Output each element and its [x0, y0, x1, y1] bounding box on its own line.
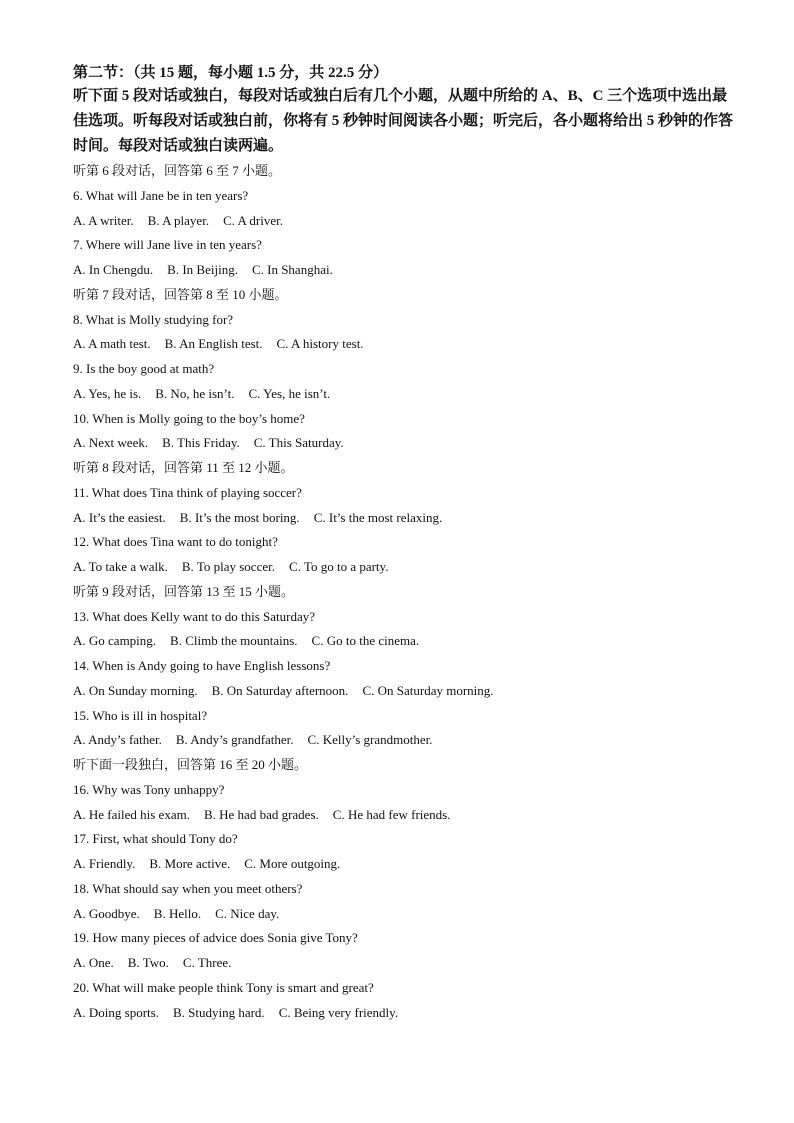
answer-options [73, 951, 733, 976]
answer-option: A. He failed his exam. [73, 806, 190, 822]
answer-option: B. More active. [149, 856, 231, 871]
answer-option: C. Kelly’s grandmother. [307, 732, 433, 748]
question-text: 17. First, what should Tony do? [73, 831, 238, 847]
question-text: 13. What does Kelly want to do this Saturday? [73, 608, 316, 624]
answer-option: A. It’s the easiest. [73, 509, 166, 525]
answer-option: B. On Saturday afternoon. [211, 682, 349, 698]
question-list [73, 159, 733, 1025]
answer-option: A. In Chengdu. [73, 262, 154, 277]
question-text: 7. Where will Jane live in ten years? [73, 237, 262, 253]
question-text: 12. What does Tina want to do tonight? [73, 534, 278, 550]
answer-options [73, 258, 733, 283]
answer-option: C. This Saturday. [253, 435, 344, 451]
answer-option: B. He had bad grades. [203, 806, 319, 822]
answer-option: B. Climb the mountains. [170, 633, 298, 649]
answer-option: B. Hello. [153, 905, 202, 921]
answer-options [73, 902, 733, 927]
question-text: 11. What does Tina think of playing soccer? [73, 484, 302, 500]
question-text: 18. What should say when you meet others? [73, 880, 303, 896]
answer-option: A. A writer. [73, 212, 134, 228]
answer-option: B. Two. [127, 955, 169, 970]
question-text: 20. What will make people think Tony is smart and great? [73, 979, 374, 995]
answer-options [73, 1001, 733, 1026]
answer-options [73, 629, 733, 654]
answer-options [73, 803, 733, 828]
answer-option: A. Andy’s father. [73, 732, 162, 748]
answer-option: C. Three. [182, 955, 232, 970]
answer-option: B. No, he isn’t. [155, 385, 235, 401]
answer-options [73, 431, 733, 456]
answer-option: A. One. [73, 955, 114, 970]
answer-option: A. Yes, he is. [73, 385, 142, 401]
answer-option: B. In Beijing. [167, 262, 238, 277]
answer-option: B. An English test. [164, 336, 263, 352]
answer-options [73, 332, 733, 357]
listening-section-heading: 听第 7 段对话，回答第 8 至 10 小题。 [73, 286, 288, 302]
answer-option: C. Go to the cinema. [311, 633, 420, 649]
question-text: 6. What will Jane be in ten years? [73, 187, 249, 203]
answer-option: C. In Shanghai. [251, 262, 333, 277]
answer-options [73, 506, 733, 531]
answer-option: B. Andy’s grandfather. [175, 732, 294, 748]
answer-options [73, 209, 733, 234]
listening-section-heading: 听第 8 段对话，回答第 11 至 12 小题。 [73, 460, 294, 475]
answer-option: C. Nice day. [215, 905, 280, 921]
answer-option: B. It’s the most boring. [179, 509, 300, 525]
answer-option: C. It’s the most relaxing. [313, 509, 443, 525]
question-text: 19. How many pieces of advice does Sonia give Tony? [73, 930, 358, 946]
question-text: 8. What is Molly studying for? [73, 311, 234, 327]
answer-option: C. He had few friends. [332, 806, 451, 822]
section-title: 第二节：（共 15 题，每小题 1.5 分，共 22.5 分） [73, 65, 389, 81]
answer-option: C. A history test. [276, 336, 364, 352]
listening-section-heading: 听第 6 段对话，回答第 6 至 7 小题。 [73, 163, 282, 178]
question-text: 14. When is Andy going to have English lessons? [73, 658, 331, 673]
answer-option: A. Doing sports. [73, 1004, 159, 1020]
answer-option: B. A player. [147, 212, 210, 228]
answer-option: C. More outgoing. [244, 856, 341, 871]
answer-options [73, 555, 733, 580]
answer-options [73, 728, 733, 753]
question-text: 16. Why was Tony unhappy? [73, 781, 225, 797]
answer-options [73, 382, 733, 407]
listening-section-heading: 听下面一段独白，回答第 16 至 20 小题。 [73, 757, 308, 772]
answer-option: C. A driver. [223, 212, 284, 228]
answer-option: C. Being very friendly. [278, 1004, 399, 1020]
question-text: 9. Is the boy good at math? [73, 361, 215, 376]
answer-option: B. To play soccer. [181, 559, 275, 574]
answer-options [73, 852, 733, 877]
answer-option: A. Goodbye. [73, 905, 140, 921]
answer-option: C. On Saturday morning. [362, 682, 494, 698]
question-text: 10. When is Molly going to the boy’s home? [73, 410, 305, 426]
answer-option: A. Friendly. [73, 856, 136, 871]
listening-section-heading: 听第 9 段对话，回答第 13 至 15 小题。 [73, 583, 295, 599]
answer-options [73, 679, 733, 704]
section-instructions: 听下面 5 段对话或独白，每段对话或独白后有几个小题，从题中所给的 A、B、C 三个选项中选出最佳选项。听每段对话或独白前，你将有 5 秒钟时间阅读各小题；听完后，各小题将给出 5 秒钟的作答时间。每段对话或独白读两遍。 [73, 88, 734, 154]
answer-option: A. On Sunday morning. [73, 682, 198, 698]
answer-option: B. This Friday. [162, 435, 240, 451]
question-text: 15. Who is ill in hospital? [73, 707, 208, 723]
answer-option: A. A math test. [73, 336, 151, 352]
answer-option: A. Go camping. [73, 633, 157, 649]
answer-option: C. To go to a party. [288, 559, 389, 574]
answer-option: B. Studying hard. [172, 1004, 265, 1020]
answer-option: C. Yes, he isn’t. [248, 385, 331, 401]
answer-option: A. Next week. [73, 435, 149, 451]
answer-option: A. To take a walk. [73, 559, 168, 574]
exam-page [73, 62, 733, 1025]
